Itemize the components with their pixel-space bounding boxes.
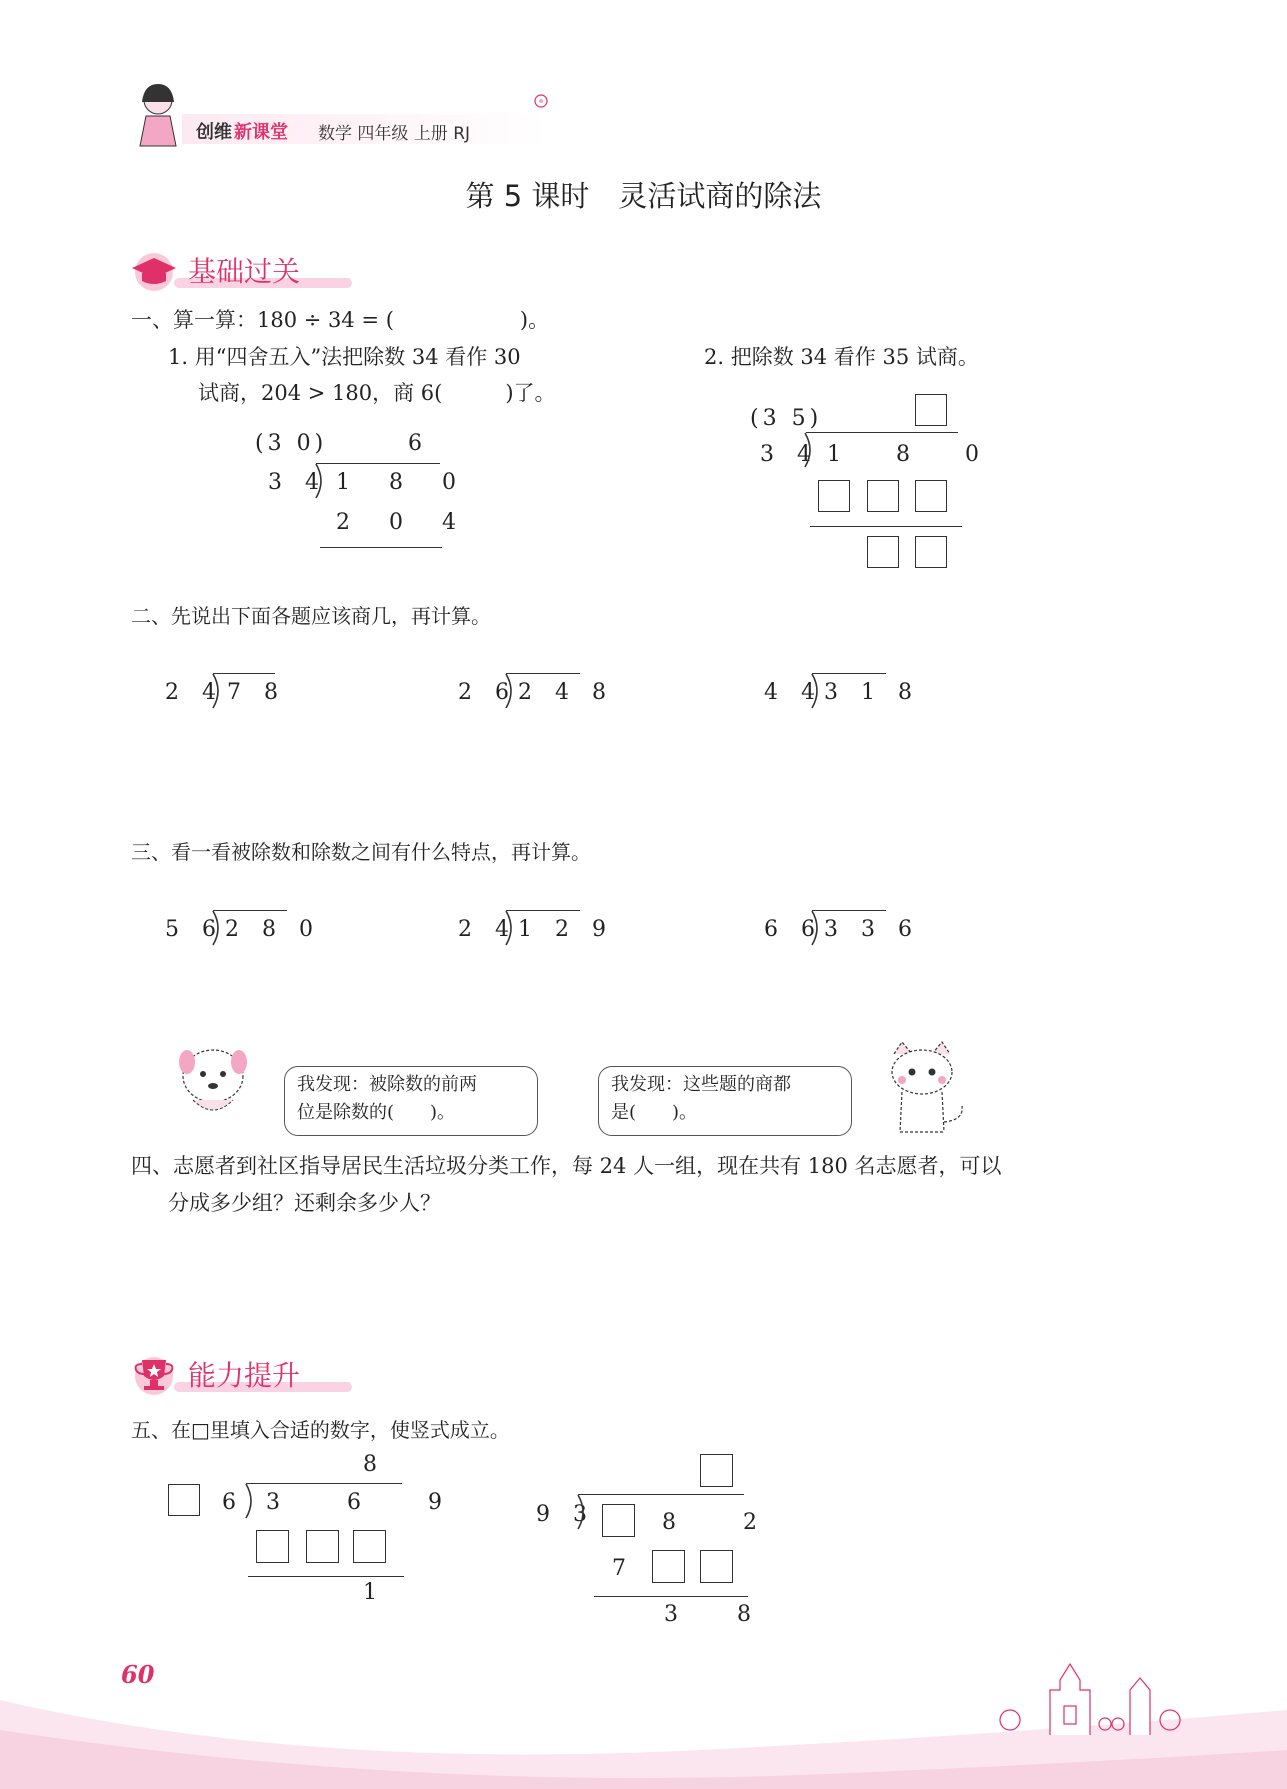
section-title-basic: 基础过关 (188, 255, 301, 288)
division-bracket (211, 672, 225, 710)
q2-div2-dividend: 2 4 8 (518, 680, 614, 705)
q5-left-product-box-3[interactable] (353, 1530, 386, 1563)
q2-div3-dividend: 3 1 8 (824, 680, 920, 705)
graduation-cap-icon (128, 248, 180, 292)
q3-stem: 三、看一看被除数和除数之间有什么特点，再计算。 (131, 840, 591, 864)
q1-long-division-1 (250, 428, 472, 558)
q1-div2-remainder-box-1[interactable] (867, 536, 899, 568)
q5-long-division-left (164, 1446, 472, 1606)
q5-right-bar (578, 1494, 744, 1495)
division-bracket (211, 909, 225, 947)
q4-line1: 四、志愿者到社区指导居民生活垃圾分类工作，每 24 人一组，现在共有 180 名志愿者，可以 (131, 1154, 1002, 1178)
q3-div2-bar (506, 910, 580, 911)
q5-long-division-right (530, 1446, 787, 1630)
brand-name-part2: 新课堂 (234, 122, 288, 143)
q3-div1-dividend: 2 8 0 (225, 917, 321, 942)
q5-right-divisor: 9 3 (536, 1502, 595, 1527)
q5-right-product-box-2[interactable] (700, 1550, 733, 1583)
q5-left-underline (248, 1576, 404, 1577)
q5-left-divisor-digit: 6 (222, 1490, 244, 1515)
q5-right-remainder: 3 8 (664, 1602, 777, 1627)
speech-bubble-right (598, 1066, 852, 1136)
q5-right-underline (594, 1596, 748, 1597)
header-banner (122, 80, 552, 150)
q1-div2-bar (806, 432, 958, 433)
q1-div2-dividend: 1 8 0 (827, 442, 1003, 467)
q1-div2-hint: (3 5) (750, 406, 823, 431)
q3-div3-dividend: 3 3 6 (824, 917, 920, 942)
division-bracket (803, 431, 817, 469)
header-subtitle: 数学 四年级 上册 RJ (318, 124, 471, 144)
q1-long-division-2 (748, 390, 1003, 580)
q3-div1-bar (213, 910, 287, 911)
division-bracket (244, 1482, 258, 1520)
q1-div2-divisor: 3 4 (760, 442, 819, 467)
q1-div2-underline (810, 526, 962, 527)
division-bracket (810, 672, 824, 710)
q1-div2-quotient-box[interactable] (915, 394, 947, 426)
division-bracket (504, 909, 518, 947)
bubble-right-line2: 是( )。 (611, 1102, 698, 1123)
q1-sub1-line2: 试商，204 > 180，商 6( )了。 (198, 381, 556, 405)
q1-div1-hint: (3 0) (255, 431, 328, 456)
q5-left-remainder: 1 (363, 1580, 385, 1605)
q3-div3-divisor: 6 6 (764, 917, 823, 942)
q3-division-3 (762, 907, 922, 951)
q5-left-product-box-1[interactable] (256, 1530, 289, 1563)
q1-div2-product-box-3[interactable] (915, 480, 947, 512)
q1-sub2: 2. 把除数 34 看作 35 试商。 (704, 345, 979, 369)
q1-stem: 一、算一算：180 ÷ 34 = ( )。 (131, 308, 550, 332)
q1-div1-quotient: 6 (408, 431, 430, 456)
q1-div2-product-box-1[interactable] (818, 480, 850, 512)
q5-left-quotient: 8 (363, 1452, 385, 1477)
q2-div1-divisor: 2 4 (165, 680, 224, 705)
section-badge-advance (128, 1352, 358, 1392)
lesson-title: 第 5 课时 灵活试商的除法 (465, 179, 822, 213)
q2-div1-dividend: 7 8 (227, 680, 286, 705)
q1-div1-underline (320, 547, 442, 548)
q3-div1-divisor: 5 6 (165, 917, 224, 942)
q2-div2-divisor: 2 6 (458, 680, 517, 705)
q1-div2-remainder-box-2[interactable] (915, 536, 947, 568)
q5-left-dividend: 3 6 9 (266, 1490, 472, 1515)
section-title-advance: 能力提升 (188, 1359, 301, 1392)
q5-left-bar (246, 1483, 402, 1484)
q5-right-dividend-box[interactable] (602, 1504, 635, 1537)
girl-illustration (128, 80, 188, 150)
division-bracket (314, 462, 328, 500)
dog-mascot-icon (163, 1040, 263, 1122)
q1-div1-bar (316, 463, 440, 464)
q3-division-1 (163, 907, 323, 951)
q1-div2-product-box-2[interactable] (867, 480, 899, 512)
q5-right-product-box-1[interactable] (652, 1550, 685, 1583)
division-bracket (576, 1493, 590, 1531)
division-bracket (810, 909, 824, 947)
q2-division-3 (762, 670, 922, 714)
q5-right-dividend-rest: 8 2 (662, 1510, 787, 1535)
flower-icon (532, 92, 550, 110)
q1-div1-dividend: 1 8 0 (336, 470, 472, 495)
q5-right-product-digit: 7 (612, 1556, 634, 1581)
q1-div1-divisor: 3 4 (268, 470, 327, 495)
division-bracket (504, 672, 518, 710)
q5-right-quotient-box[interactable] (700, 1454, 733, 1487)
q5-left-product-box-2[interactable] (306, 1530, 339, 1563)
q2-div3-bar (812, 673, 886, 674)
q1-div1-product: 2 0 4 (336, 510, 472, 535)
q3-div2-divisor: 2 4 (458, 917, 517, 942)
brand-name-part1: 创维 (196, 122, 232, 143)
cat-mascot-icon (872, 1040, 972, 1138)
q5-left-divisor-box[interactable] (168, 1484, 200, 1516)
q2-div3-divisor: 4 4 (764, 680, 823, 705)
q5-stem: 五、在□里填入合适的数字，使竖式成立。 (131, 1418, 510, 1442)
q3-division-2 (456, 907, 616, 951)
q2-division-2 (456, 670, 616, 714)
q2-div2-bar (506, 673, 580, 674)
bubble-left-line1: 我发现：被除数的前两 (297, 1074, 477, 1095)
q2-division-1 (163, 670, 323, 714)
bubble-right-line1: 我发现：这些题的商都 (611, 1074, 791, 1095)
bubble-left-line2: 位是除数的( )。 (297, 1102, 456, 1123)
section-badge-basic (128, 248, 358, 288)
trophy-icon (128, 1352, 180, 1396)
q3-div2-dividend: 1 2 9 (518, 917, 614, 942)
q4-line2: 分成多少组？还剩余多少人？ (168, 1191, 441, 1215)
castle-illustration (960, 1650, 1190, 1740)
q2-div1-bar (213, 673, 275, 674)
page-number: 60 (121, 1660, 155, 1689)
q2-stem: 二、先说出下面各题应该商几，再计算。 (131, 604, 491, 628)
q3-div3-bar (812, 910, 886, 911)
speech-bubble-left (284, 1066, 538, 1136)
q1-sub1-line1: 1. 用“四舍五入”法把除数 34 看作 30 (168, 345, 521, 369)
